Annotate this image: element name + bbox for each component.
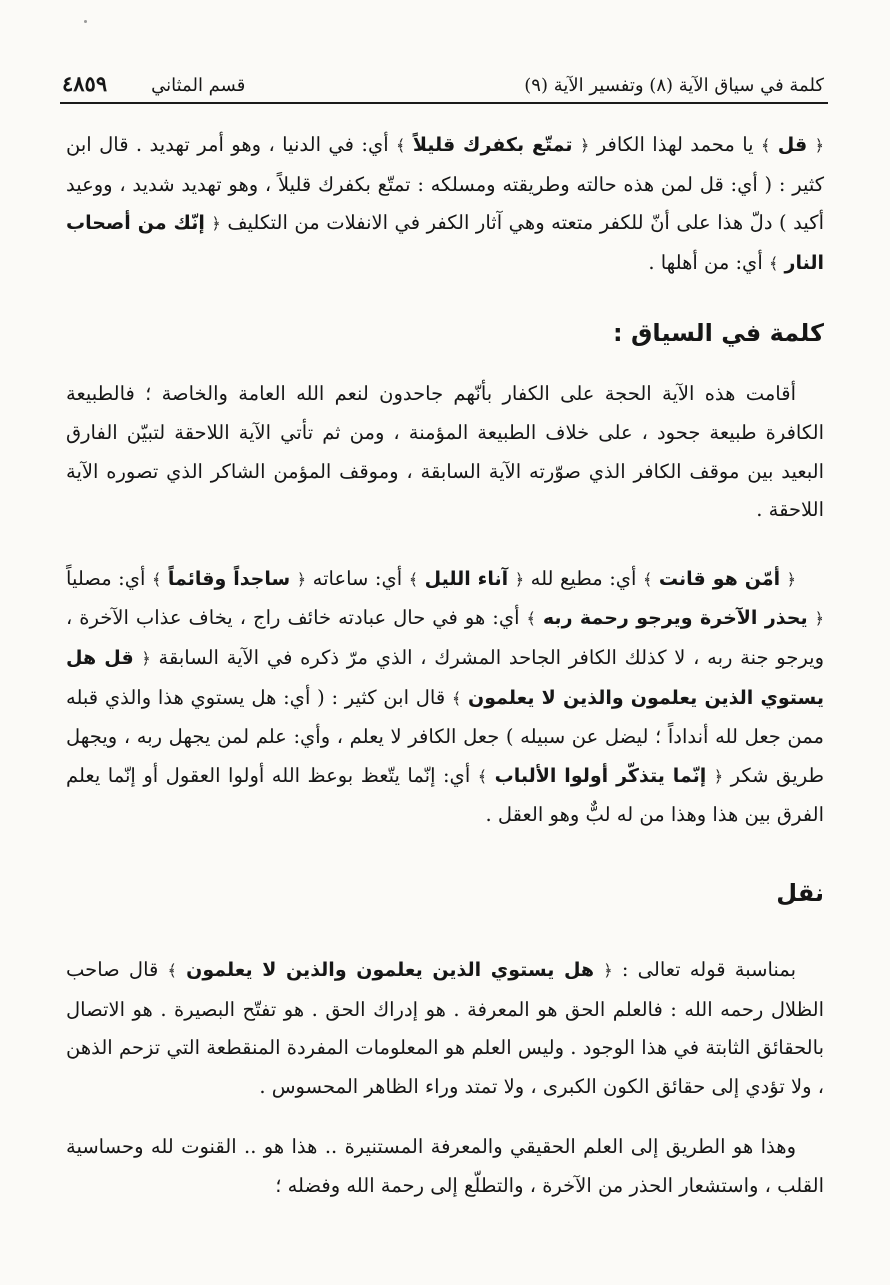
ornament-open: ﴿ bbox=[211, 214, 221, 234]
quran-quote: ساجداً وقائماً bbox=[167, 567, 291, 590]
ornament-close: ﴾ bbox=[167, 960, 177, 980]
commentary-text: أي: مطيع لله bbox=[530, 566, 637, 590]
quran-quote: آناء الليل bbox=[424, 567, 509, 590]
spacer bbox=[66, 1106, 824, 1128]
spacer bbox=[66, 835, 824, 873]
quran-quote: قل bbox=[777, 134, 808, 156]
ornament-close: ﴾ bbox=[408, 569, 419, 589]
page-body bbox=[66, 126, 824, 1205]
spacer bbox=[66, 283, 824, 313]
ornament-close: ﴾ bbox=[396, 136, 406, 155]
speck-mark bbox=[84, 20, 87, 23]
commentary-text: قال صاحب الظلال رحمه الله : فالعلم الحق هو المعرفة . هو إدراك الحق . هو تفتّح البصيرة . هو الاتصال بالحقائق الثابتة في هذا الوجود . وليس العلم هو المعلومات المفردة المنقطعة التي تزحم الذهن ، ولا تؤدي إلى حقائق الكون الكبرى ، ولا تمتد وراء الظاهر المحسوس . bbox=[66, 957, 824, 1098]
header-left-group bbox=[62, 71, 245, 96]
tafsir-paragraph-2 bbox=[66, 560, 824, 835]
quran-quote: هل يستوي الذين يعلمون والذين لا يعلمون bbox=[186, 958, 595, 981]
header-rule bbox=[60, 102, 828, 104]
commentary-text: يا محمد لهذا الكافر bbox=[596, 133, 754, 156]
header-title: كلمة في سياق الآية (٨) وتفسير الآية (٩) bbox=[524, 75, 824, 96]
ornament-close: ﴾ bbox=[451, 688, 462, 708]
ornament-open: ﴿ bbox=[141, 648, 151, 668]
ornament-open: ﴿ bbox=[786, 569, 796, 589]
spacer bbox=[66, 913, 824, 951]
commentary-text: أي: في الدنيا ، وهو أمر تهديد . قال ابن كثير : ( أي: قل لمن هذه حالته وطريقته ومسلكه : تمتّع بكفرك قليلاً ، وهو تهديد شديد ، ووعيد أكيد ) دلّ هذا على أنّ للكفر متعته وهي آثار الكفر في الانفلات من التكليف bbox=[66, 133, 824, 235]
quran-quote: إنّما يتذكّر أولوا الألباب bbox=[494, 764, 707, 787]
spacer bbox=[66, 353, 824, 375]
quran-quote: قل هل يستوي الذين يعلمون والذين لا يعلمون bbox=[66, 646, 824, 709]
quoted-paragraph-1 bbox=[66, 951, 824, 1106]
page-number: ٤٨٥٩ bbox=[62, 71, 108, 96]
header-section: قسم المثاني bbox=[151, 75, 246, 96]
ornament-open: ﴿ bbox=[814, 609, 824, 629]
commentary-text: أي: هو في حال عبادته خائف راج ، يخاف عذاب الآخرة ، ويرجو جنة ربه ، لا كذلك الكافر الجاحد المشرك ، الذي مرّ ذكره في الآية السابقة bbox=[66, 606, 825, 669]
commentary-text: أي: من أهلها . bbox=[648, 250, 763, 274]
quran-quote: يحذر الآخرة ويرجو رحمة ربه bbox=[542, 607, 808, 630]
ornament-close: ﴾ bbox=[761, 136, 771, 155]
ornament-open: ﴿ bbox=[296, 569, 307, 589]
ornament-close: ﴾ bbox=[643, 569, 653, 589]
ornament-close: ﴾ bbox=[151, 569, 162, 589]
tafsir-paragraph-1 bbox=[66, 126, 824, 283]
context-paragraph: أقامت هذه الآية الحجة على الكفار بأنّهم جاحدون لنعم الله العامة والخاصة ؛ فالطبيعة الكافرة طبيعة جحود ، على خلاف الطبيعة المؤمنة ، ومن ثم تأتي الآية اللاحقة لتبيّن الفارق البعيد بين موقف الكافر الذي صوّرته الآية السابقة ، وموقف المؤمن الشاكر الذي تصوره الآية اللاحقة . bbox=[66, 382, 824, 522]
section-heading-context: كلمة في السياق : bbox=[613, 319, 824, 348]
quran-quote: تمتّع بكفرك قليلاً bbox=[412, 134, 573, 156]
ornament-open: ﴿ bbox=[603, 960, 613, 980]
ornament-close: ﴾ bbox=[526, 609, 536, 629]
ornament-close: ﴾ bbox=[768, 253, 779, 273]
commentary-text: أي: ساعاته bbox=[312, 566, 403, 590]
section-heading-quote: نقل bbox=[776, 878, 824, 907]
intro-text: بمناسبة قوله تعالى : bbox=[621, 957, 796, 981]
commentary-text: أي: إنّما يتّعظ بوعظ الله أولوا العقول أو إنّما يعلم الفرق بين هذا وهذا من له لبٌّ وهو العقل . bbox=[66, 763, 824, 827]
commentary-text: أي: مصلياً bbox=[66, 566, 146, 590]
ornament-open: ﴿ bbox=[814, 136, 824, 155]
commentary-text: قال ابن كثير : ( أي: هل يستوي هذا والذي قبله ممن جعل لله أنداداً ؛ ليضل عن سبيله ) جعل الكافر لا يعلم ، وأي: علم لمن يجهل ربه ، ويجهل طريق شكر bbox=[66, 685, 824, 787]
quoted-paragraph-2: وهذا هو الطريق إلى العلم الحقيقي والمعرفة المستنيرة .. هذا هو .. القنوت لله وحساسية القلب ، واستشعار الحذر من الآخرة ، والتطلّع إلى رحمة الله وفضله ؛ bbox=[66, 1135, 824, 1197]
quran-quote: إنّك من أصحاب النار bbox=[66, 212, 824, 274]
ornament-close: ﴾ bbox=[477, 766, 488, 786]
ornament-open: ﴿ bbox=[579, 136, 590, 155]
spacer bbox=[66, 530, 824, 560]
quran-quote: أمّن هو قانت bbox=[658, 567, 781, 590]
ornament-open: ﴿ bbox=[713, 766, 724, 786]
running-header bbox=[62, 62, 824, 96]
ornament-open: ﴿ bbox=[514, 569, 525, 589]
